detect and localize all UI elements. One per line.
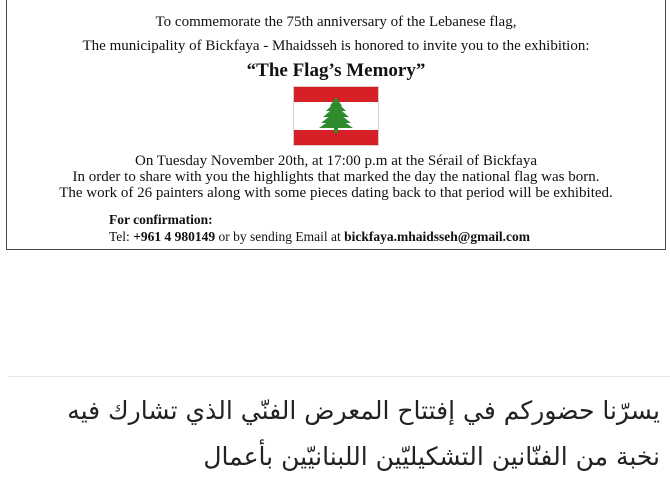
invitation-card xyxy=(6,0,666,250)
article-arabic-paragraph: يسرّنا حضوركم في إفتتاح المعرض الفنّي الذي تشارك فيه نخبة من الفنّانين التشكيليّين اللبنانيّين بأعمال xyxy=(67,396,660,471)
invitation-intro-line: To commemorate the 75th anniversary of the Lebanese flag, xyxy=(155,14,517,30)
exhibition-title: “The Flag’s Memory” xyxy=(246,60,426,81)
tel-middle-text: or by sending Email at xyxy=(215,229,345,244)
event-work-line: The work of 26 painters along with some pieces dating back to that period will be exhibited. xyxy=(59,185,613,201)
confirmation-label: For confirmation: xyxy=(109,212,213,227)
event-purpose-line: In order to share with you the highlights that marked the day the national flag was born. xyxy=(72,169,600,185)
event-date-line: On Tuesday November 20th, at 17:00 p.m at the Sérail of Bickfaya xyxy=(134,153,537,169)
invitation-host-line: The municipality of Bickfaya - Mhaidsseh is honored to invite you to the exhibition: xyxy=(82,38,590,54)
tel-prefix: Tel: xyxy=(109,229,134,244)
content-divider xyxy=(8,376,670,377)
phone-number: +961 4 980149 xyxy=(133,229,216,244)
lebanese-flag-icon xyxy=(294,87,378,145)
contact-line xyxy=(109,229,530,245)
contact-email: bickfaya.mhaidsseh@gmail.com xyxy=(344,229,530,244)
